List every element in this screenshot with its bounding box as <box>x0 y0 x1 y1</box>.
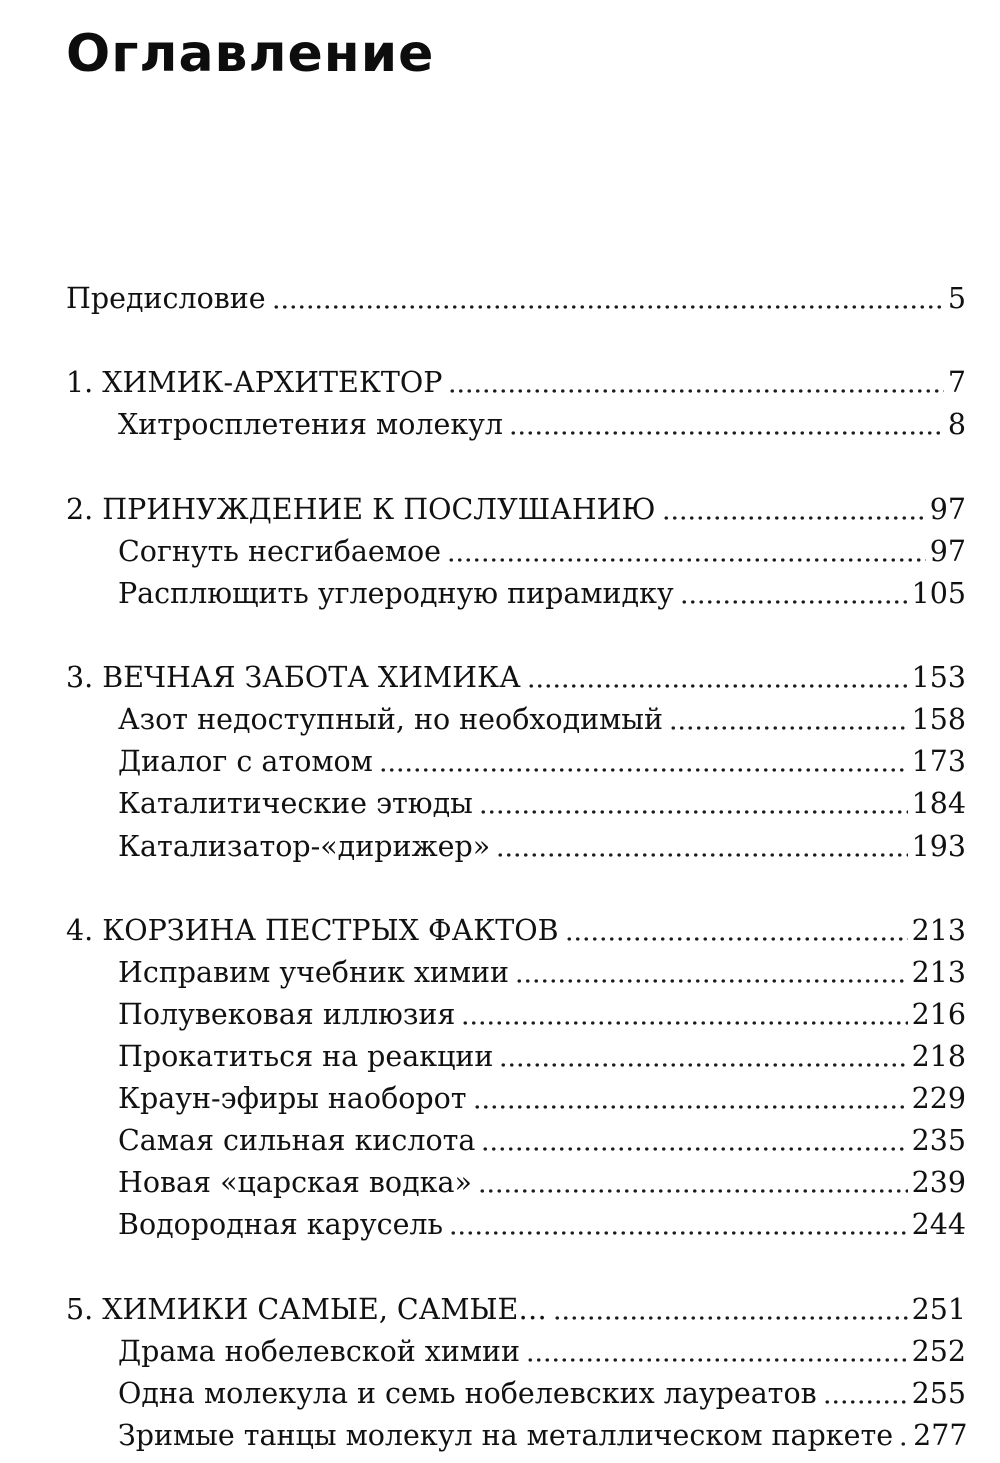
toc-section-label: Диалог с атомом <box>118 745 373 778</box>
dot-leader <box>448 368 943 394</box>
dot-leader <box>272 284 944 310</box>
toc-section-label: Исправим учебник химии <box>118 956 510 989</box>
dot-leader <box>553 1295 908 1321</box>
toc-chapter-3[interactable] <box>66 657 966 699</box>
toc-section[interactable] <box>118 404 966 446</box>
dot-leader <box>379 747 908 773</box>
toc-chapter-label: 3. ВЕЧНАЯ ЗАБОТА ХИМИКА <box>66 661 521 694</box>
toc-page-number: 216 <box>911 998 966 1031</box>
toc-section[interactable] <box>118 826 966 868</box>
toc-section[interactable] <box>118 1078 966 1120</box>
toc-section[interactable] <box>118 1331 966 1373</box>
toc-page-number: 193 <box>911 830 966 863</box>
toc-section[interactable] <box>118 952 966 994</box>
dot-leader <box>823 1379 908 1405</box>
dot-leader <box>899 1421 909 1447</box>
toc-page-number: 235 <box>911 1124 966 1157</box>
toc-section-label: Прокатиться на реакции <box>118 1040 494 1073</box>
toc-page-number: 239 <box>911 1166 966 1199</box>
toc-page-number: 251 <box>911 1293 966 1326</box>
dot-leader <box>478 1168 908 1194</box>
dot-leader <box>662 495 926 521</box>
toc-chapter-label: 4. КОРЗИНА ПЕСТРЫХ ФАКТОВ <box>66 914 559 947</box>
toc-section[interactable] <box>118 783 966 825</box>
page-title: Оглавление <box>66 24 435 84</box>
toc-section[interactable] <box>118 531 966 573</box>
toc-section-label: Каталитические этюды <box>118 787 473 820</box>
toc-chapter-2[interactable] <box>66 489 966 531</box>
toc-section-label: Краун-эфиры наоборот <box>118 1082 467 1115</box>
toc-page-number: 184 <box>911 787 966 820</box>
toc-chapter-label: 1. ХИМИК-АРХИТЕКТОР <box>66 366 443 399</box>
toc-page-number: 97 <box>929 535 966 568</box>
toc-chapter-label: 5. ХИМИКИ САМЫЕ, САМЫЕ… <box>66 1293 547 1326</box>
toc-page-number: 5 <box>947 282 966 315</box>
toc-page-number: 244 <box>911 1208 966 1241</box>
dot-leader <box>565 916 908 942</box>
dot-leader <box>479 789 908 815</box>
dot-leader <box>669 705 908 731</box>
toc-section-label: Катализатор-«дирижер» <box>118 830 491 863</box>
toc-section[interactable] <box>118 1162 966 1204</box>
toc-section-label: Одна молекула и семь нобелевских лауреатов <box>118 1377 817 1410</box>
toc-section-label: Азот недоступный, но необходимый <box>118 703 663 736</box>
toc-page-number: 8 <box>947 408 966 441</box>
toc-section[interactable] <box>118 1036 966 1078</box>
toc-entry-label: Предисловие <box>66 282 266 315</box>
toc-section-label: Зримые танцы молекул на металлическом паркете <box>118 1419 894 1452</box>
toc-section[interactable] <box>118 573 966 615</box>
toc-section[interactable] <box>118 994 966 1036</box>
toc-page-number: 105 <box>911 577 966 610</box>
toc-chapter-5[interactable] <box>66 1289 966 1331</box>
dot-leader <box>449 1210 908 1236</box>
toc-page-number: 213 <box>911 956 966 989</box>
toc-section[interactable] <box>118 699 966 741</box>
toc-section-label: Расплющить углеродную пирамидку <box>118 577 674 610</box>
toc-section-label: Хитросплетения молекул <box>118 408 504 441</box>
dot-leader <box>515 958 908 984</box>
toc-page-number: 173 <box>911 745 966 778</box>
toc-page-number: 255 <box>911 1377 966 1410</box>
toc-page-number: 213 <box>911 914 966 947</box>
toc-section-label: Полувековая иллюзия <box>118 998 456 1031</box>
table-of-contents <box>66 0 966 1463</box>
dot-leader <box>499 1042 907 1068</box>
dot-leader <box>526 1337 908 1363</box>
dot-leader <box>496 832 907 858</box>
toc-section-label: Новая «царская водка» <box>118 1166 472 1199</box>
toc-chapter-1[interactable] <box>66 362 966 404</box>
dot-leader <box>481 1126 907 1152</box>
toc-page-number: 7 <box>947 366 966 399</box>
toc-entry-preface[interactable] <box>66 278 966 320</box>
toc-page-number: 158 <box>911 703 966 736</box>
toc-page-number: 229 <box>911 1082 966 1115</box>
toc-section[interactable] <box>118 1120 966 1162</box>
dot-leader <box>447 537 926 563</box>
toc-page-number: 252 <box>911 1335 966 1368</box>
dot-leader <box>473 1084 908 1110</box>
toc-section-label: Самая сильная кислота <box>118 1124 476 1157</box>
toc-section[interactable] <box>118 741 966 783</box>
dot-leader <box>461 1000 907 1026</box>
toc-section[interactable] <box>118 1415 966 1457</box>
toc-page-number: 97 <box>929 493 966 526</box>
toc-section-label: Согнуть несгибаемое <box>118 535 441 568</box>
dot-leader <box>509 410 944 436</box>
toc-section-label: Водородная карусель <box>118 1208 444 1241</box>
toc-page-number: 153 <box>911 661 966 694</box>
dot-leader <box>680 579 908 605</box>
toc-chapter-4[interactable] <box>66 910 966 952</box>
toc-page-number: 218 <box>911 1040 966 1073</box>
toc-section[interactable] <box>118 1204 966 1246</box>
dot-leader <box>527 663 908 689</box>
toc-page-number: 277 <box>913 1419 968 1452</box>
toc-chapter-label: 2. ПРИНУЖДЕНИЕ К ПОСЛУШАНИЮ <box>66 493 656 526</box>
toc-section[interactable] <box>118 1373 966 1415</box>
toc-section-label: Драма нобелевской химии <box>118 1335 521 1368</box>
